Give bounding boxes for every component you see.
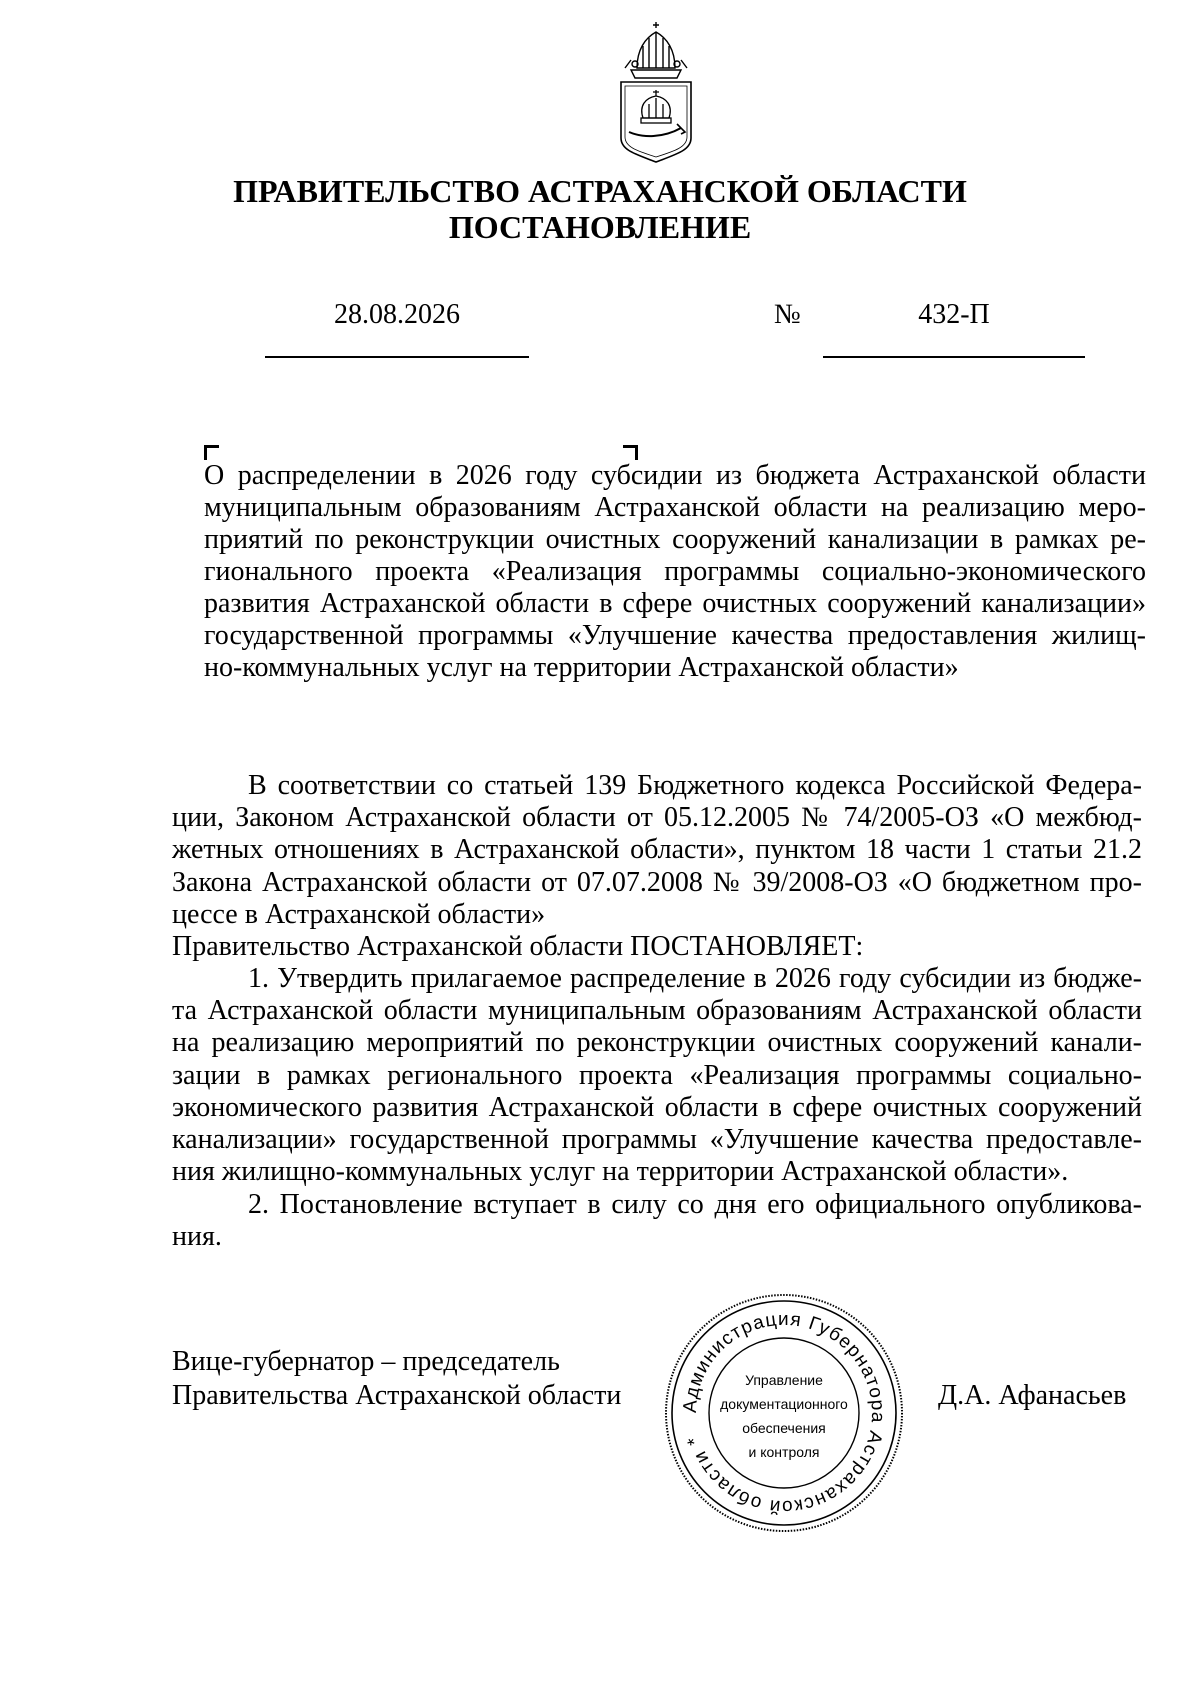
preamble-line: Закона Астраханской области от 07.07.2008 № 39/2008-ОЗ «О бюджетном про- xyxy=(172,866,1142,898)
stamp-ring-text: Администрация Губернатора Астраханской области * xyxy=(679,1308,889,1518)
document-number xyxy=(823,299,1085,358)
item-1-line: канализации» государственной программы «Улучшение качества предоставле- xyxy=(172,1124,1142,1156)
position-line: Правительства Астраханской области xyxy=(172,1380,622,1411)
item-1-line: та Астраханской области муниципальным образованиям Астраханской области xyxy=(172,995,1142,1027)
title-line: но-коммунальных услуг на территории Астраханской области» xyxy=(204,652,959,683)
number-sign: № xyxy=(774,299,801,330)
government-name: ПРАВИТЕЛЬСТВО АСТРАХАНСКОЙ ОБЛАСТИ xyxy=(233,173,967,209)
preamble-line: ции, Законом Астраханской области от 05.12.2005 № 74/2005-ОЗ «О межбюд- xyxy=(172,802,1142,834)
preamble-line: В соответствии со статьей 139 Бюджетного кодекса Российской Федера- xyxy=(248,770,1142,801)
stamp-center-line: обеспечения xyxy=(742,1420,826,1436)
stamp-center-line: документационного xyxy=(720,1396,848,1412)
item-1-line: экономического развития Астраханской области в сфере очистных сооружений xyxy=(172,1091,1142,1123)
item-1-line: 1. Утвердить прилагаемое распределение в 2026 году субсидии из бюдже- xyxy=(248,963,1142,994)
title-line: приятий по реконструкции очистных сооружений канализации в рамках ре- xyxy=(204,524,1146,555)
stamp-center-line: Управление xyxy=(745,1372,823,1388)
item-1-line: на реализацию мероприятий по реконструкции очистных сооружений канали- xyxy=(172,1027,1142,1059)
document-type: ПОСТАНОВЛЕНИЕ xyxy=(448,209,752,245)
title-line: развития Астраханской области в сфере очистных сооружений канализации» xyxy=(204,588,1146,619)
date-value: 28.08.2026 xyxy=(334,299,460,330)
item-1-line: ния жилищно-коммунальных услуг на территории Астраханской области». xyxy=(172,1156,1069,1188)
preamble-line: жетных отношениях в Астраханской области», пунктом 18 части 1 статьи 21.2 xyxy=(172,834,1142,866)
coat-of-arms-emblem xyxy=(615,20,697,165)
title-bracket-right xyxy=(623,445,638,460)
title-bracket-left xyxy=(204,445,219,460)
position-line: Вице-губернатор – председатель xyxy=(172,1346,560,1377)
title-line: гионального проекта «Реализация программы социально-экономического xyxy=(204,556,1146,587)
item-1-line: зации в рамках регионального проекта «Реализация программы социально- xyxy=(172,1059,1142,1091)
preamble-line: цессе в Астраханской области» xyxy=(172,898,546,930)
title-line: государственной программы «Улучшение качества предоставления жилищ- xyxy=(204,620,1146,651)
document-date xyxy=(265,299,529,358)
stamp-center-line: и контроля xyxy=(748,1444,820,1460)
number-value: 432-П xyxy=(918,299,990,330)
item-2-line: ния. xyxy=(172,1221,222,1253)
item-2 xyxy=(172,1189,1142,1253)
official-stamp xyxy=(664,1293,904,1533)
item-2-line: 2. Постановление вступает в силу со дня его официального опубликова- xyxy=(248,1189,1142,1220)
resolves-line: Правительство Астраханской области ПОСТАНОВЛЯЕТ: xyxy=(172,931,864,963)
signatory-position xyxy=(172,1345,621,1413)
item-1 xyxy=(172,963,1142,1188)
preamble xyxy=(172,770,1142,963)
signatory-name: Д.А. Афанасьев xyxy=(938,1380,1127,1411)
title-line: муниципальным образованиям Астраханской области на реализацию меро- xyxy=(204,492,1146,523)
document-title xyxy=(204,460,1146,684)
title-line: О распределении в 2026 году субсидии из бюджета Астраханской области xyxy=(204,460,1146,491)
